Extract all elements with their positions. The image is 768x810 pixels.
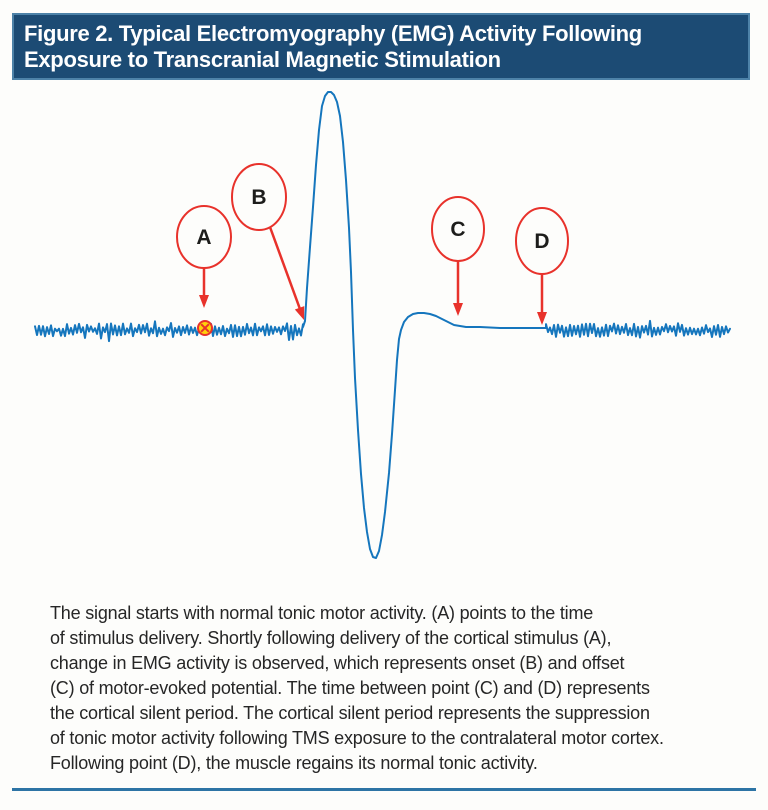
caption-line: Following point (D), the muscle regains its normal tonic activity. [50,753,538,773]
caption-line: The signal starts with normal tonic motor activity. (A) points to the time [50,603,594,623]
annotation-letter-a: A [196,226,212,249]
caption-line: of tonic motor activity following TMS exposure to the contralateral motor cortex. [50,728,664,748]
annotation-arrowhead-c [453,303,463,316]
annotation-d [516,208,568,325]
figure-caption [50,601,664,776]
annotation-arrowhead-b [295,306,304,320]
annotation-b [232,164,304,320]
bottom-divider [12,788,756,791]
annotation-letter-d: D [534,230,550,253]
caption-line: (C) of motor-evoked potential. The time between point (C) and (D) represents [50,678,650,698]
caption-line: the cortical silent period. The cortical silent period represents the suppression [50,703,650,723]
annotation-letter-b: B [251,186,267,209]
annotation-a [177,206,231,308]
annotation-c [432,197,484,316]
figure-title-line-2: Exposure to Transcranial Magnetic Stimulation [24,47,501,72]
caption-line: change in EMG activity is observed, which represents onset (B) and offset [50,653,625,673]
annotation-arrowhead-a [199,295,209,308]
annotation-arrow-b [270,227,301,311]
annotation-letter-c: C [450,218,466,241]
figure-title-line-1: Figure 2. Typical Electromyography (EMG) Activity Following [24,21,642,46]
emg-trace [35,92,730,558]
stimulus-marker-icon [198,321,212,335]
annotation-arrowhead-d [537,312,547,325]
caption-line: of stimulus delivery. Shortly following delivery of the cortical stimulus (A), [50,628,612,648]
